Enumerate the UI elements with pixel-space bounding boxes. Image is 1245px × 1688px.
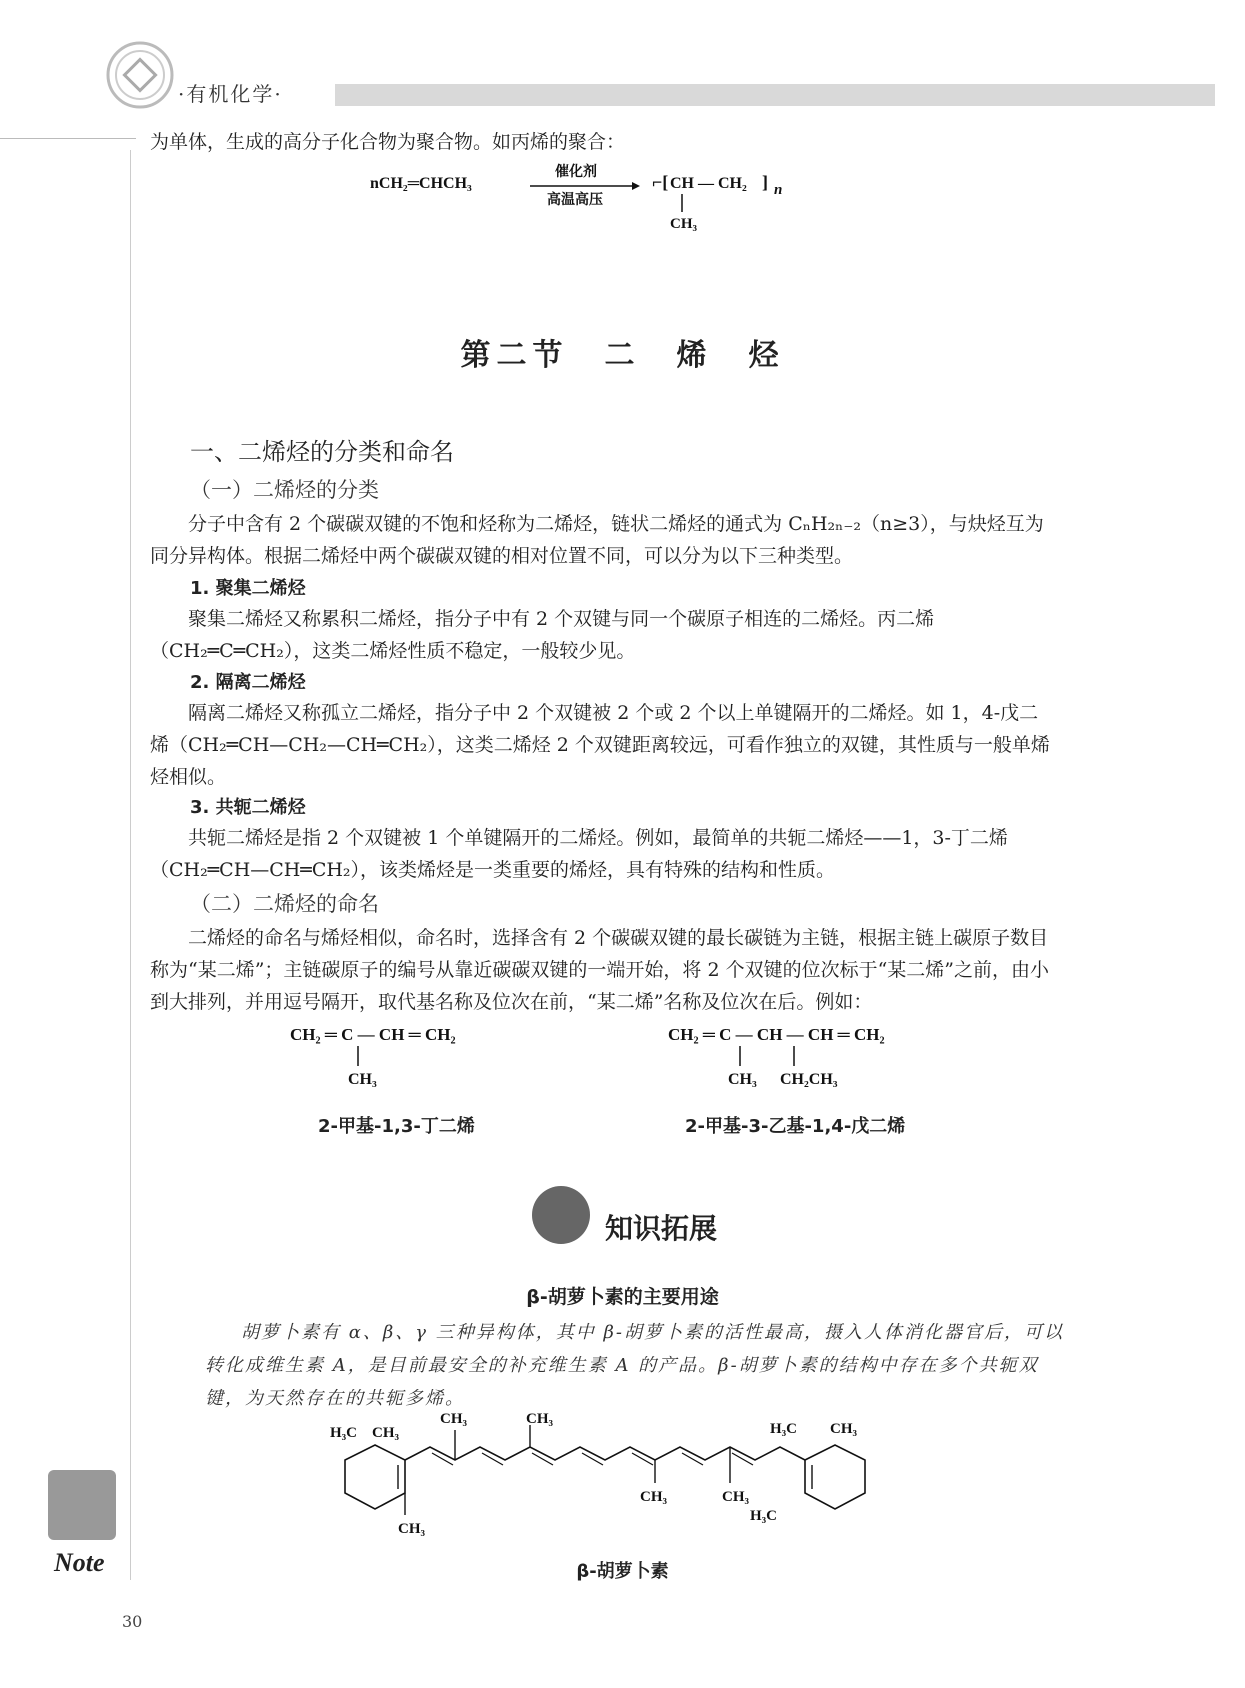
structure-methylethylpentadiene (668, 1020, 948, 1090)
paragraph-cumulated: 聚集二烯烃又称累积二烯烃，指分子中有 2 个双键与同一个碳原子相连的二烯烃。丙二烯（CH₂═C═CH₂），这类二烯烃性质不稳定，一般较少见。 (150, 608, 935, 662)
eq-cond-bottom: 高温高压 (547, 193, 603, 208)
carotene-label-6: CH₃ (640, 1489, 667, 1505)
beta-carotene-structure (330, 1405, 900, 1545)
header-logo (105, 40, 175, 110)
carotene-caption: β-胡萝卜素 (576, 1561, 669, 1582)
paragraph-naming: 二烯烃的命名与烯烃相似，命名时，选择含有 2 个碳碳双键的最长碳链为主链，根据主链上碳原子数目称为“某二烯”；主链碳原子的编号从靠近碳碳双键的一端开始，将 2 个双键的位次标于“某二烯”之前，由小到大排列，并用逗号隔开，取代基名称及位次在前，“某二烯”名称及位次在后。例如： (150, 927, 1050, 1013)
header-title: ·有机化学· (178, 82, 283, 106)
struct2-main: CH₂ ═ C — CH — CH ═ CH₂ (668, 1025, 885, 1044)
note-icon (48, 1470, 116, 1540)
struct2-sub1: CH₃ (728, 1071, 757, 1088)
header-bar (335, 84, 1215, 106)
intro-paragraph: 为单体，生成的高分子化合物为聚合物。如丙烯的聚合： (150, 131, 626, 153)
page-number: 30 (122, 1612, 143, 1631)
sidebar-divider (0, 138, 136, 139)
eq-cond-top: 催化剂 (555, 165, 597, 180)
polymerization-equation (370, 158, 830, 238)
carotene-label-9: CH₃ (830, 1421, 857, 1437)
carotene-label-7: CH₃ (722, 1489, 749, 1505)
section-title: 第二节 二 烯 烃 (460, 338, 785, 373)
carotene-label-10: H₃C (750, 1508, 777, 1524)
carotene-label-2: CH₃ (372, 1425, 399, 1441)
heading-isolated: 2. 隔离二烯烃 (190, 672, 306, 693)
heading-conjugated: 3. 共轭二烯烃 (190, 797, 306, 818)
eq-n: n (774, 182, 783, 198)
extension-paragraph: 胡萝卜素有 α、β、γ 三种异构体，其中 β-胡萝卜素的活性最高，摄入人体消化器官后，可以转化成维生素 A，是目前最安全的补充维生素 A 的产品。β-胡萝卜素的结构中存在多个共轭双键，为天然存在的共轭多烯。 (205, 1322, 1064, 1409)
extension-subtitle: β-胡萝卜素的主要用途 (526, 1286, 719, 1308)
eq-rhs: CH — CH₂ (670, 175, 747, 192)
heading-1: 一、二烯烃的分类和命名 (190, 438, 454, 466)
svg-text:⌐[: ⌐[ (652, 172, 669, 192)
carotene-label-4: CH₃ (526, 1411, 553, 1427)
eq-lhs: nCH₂═CHCH₃ (370, 175, 472, 192)
svg-text:]: ] (762, 172, 768, 192)
eq-sub: CH₃ (670, 216, 697, 232)
extension-title: 知识拓展 (605, 1212, 718, 1245)
note-label: Note (54, 1548, 105, 1577)
struct2-caption: 2-甲基-3-乙基-1,4-戊二烯 (685, 1116, 906, 1137)
structure-methylbutadiene (290, 1020, 510, 1090)
struct1-sub: CH₃ (348, 1071, 377, 1088)
heading-naming: （二）二烯烃的命名 (190, 892, 379, 916)
carotene-label-3: CH₃ (440, 1411, 467, 1427)
heading-classification: （一）二烯烃的分类 (190, 478, 379, 502)
struct2-sub2: CH₂CH₃ (780, 1071, 838, 1088)
carotene-label-1: H₃C (330, 1425, 357, 1441)
paragraph-isolated: 隔离二烯烃又称孤立二烯烃，指分子中 2 个双键被 2 个或 2 个以上单键隔开的二烯烃。如 1，4-戊二烯（CH₂═CH—CH₂—CH═CH₂），这类二烯烃 2 个双键距离较远，可看作独立的双键，其性质与一般单烯烃相似。 (150, 702, 1050, 788)
heading-cumulated: 1. 聚集二烯烃 (190, 578, 306, 599)
paragraph-classification: 分子中含有 2 个碳碳双键的不饱和烃称为二烯烃，链状二烯烃的通式为 CₙH₂ₙ₋₂（n≥3），与炔烃互为同分异构体。根据二烯烃中两个碳碳双键的相对位置不同，可以分为以下三种类型。 (150, 513, 1044, 567)
struct1-main: CH₂ ═ C — CH ═ CH₂ (290, 1025, 456, 1044)
paragraph-conjugated: 共轭二烯烃是指 2 个双键被 1 个单键隔开的二烯烃。例如，最简单的共轭二烯烃——1，3-丁二烯（CH₂═CH—CH═CH₂），该类烯烃是一类重要的烯烃，具有特殊的结构和性质。 (150, 827, 1008, 881)
knowledge-icon (532, 1186, 590, 1244)
carotene-label-5: CH₃ (398, 1521, 425, 1537)
struct1-caption: 2-甲基-1,3-丁二烯 (318, 1116, 475, 1137)
carotene-label-8: H₃C (770, 1421, 797, 1437)
